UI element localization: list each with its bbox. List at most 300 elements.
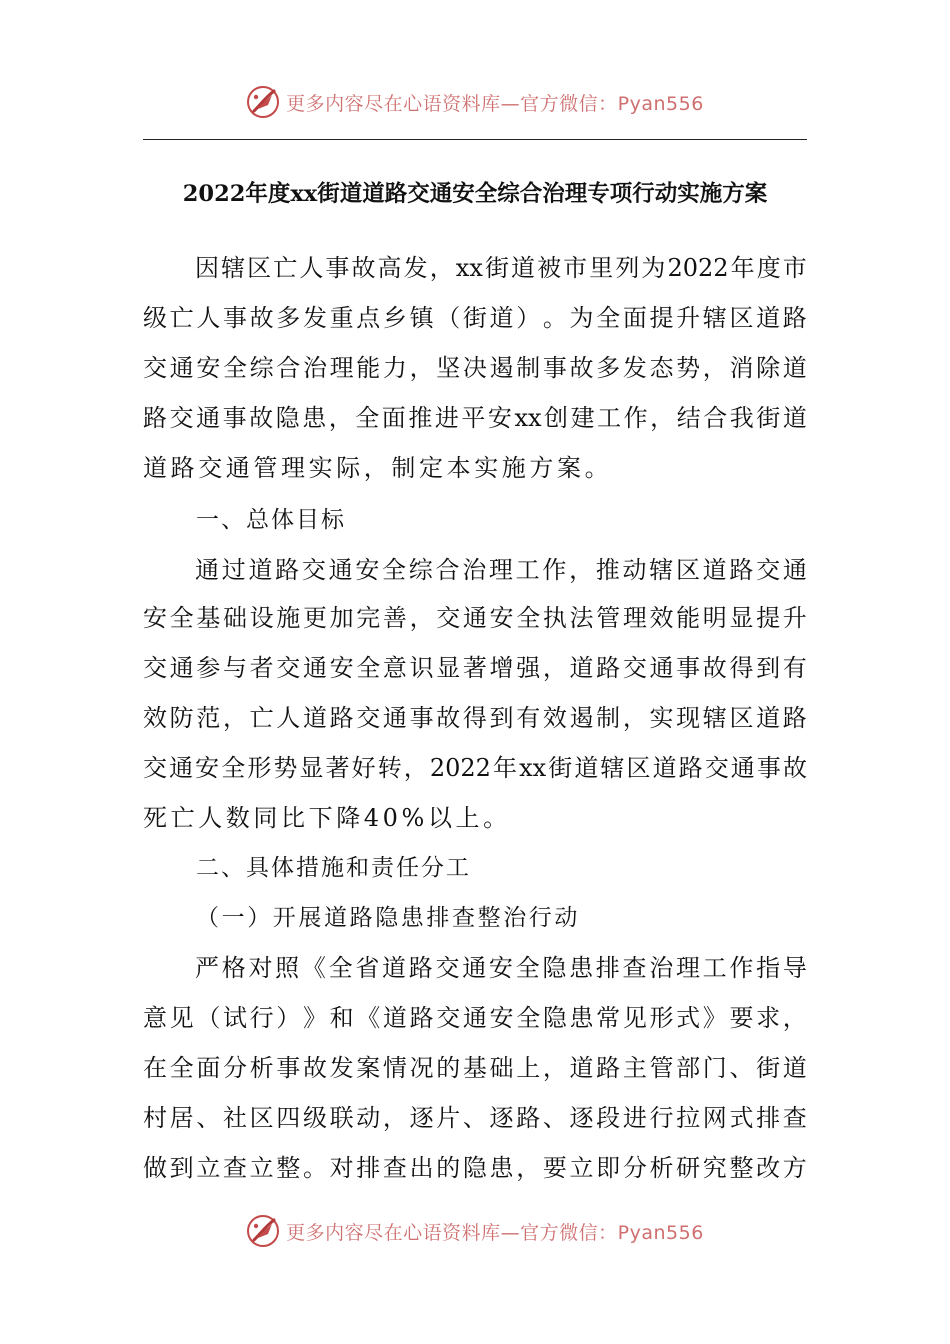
line-glyph: 更	[302, 604, 327, 632]
line-glyph: 做	[143, 1154, 167, 1182]
line-glyph: 路	[782, 304, 807, 332]
line-glyph: 道	[511, 254, 536, 282]
paragraph-line: 道路交通管理实际，制定本实施方案。	[143, 454, 613, 482]
line-glyph: 人	[299, 254, 324, 282]
line-glyph: 通	[169, 354, 194, 382]
line-glyph: 理	[675, 954, 700, 982]
line-glyph: 我	[729, 404, 754, 432]
line-glyph: 推	[408, 404, 433, 432]
line-glyph: 片	[436, 1104, 461, 1132]
line-glyph: ，	[403, 754, 428, 782]
line-glyph: 坚	[436, 354, 461, 382]
line-glyph: 安	[195, 754, 220, 782]
line-glyph: 合	[435, 556, 460, 584]
line-glyph: 上	[516, 1054, 541, 1082]
line-glyph: 事	[756, 754, 781, 782]
paragraph-line: 死亡人数同比下降40%以上。	[143, 804, 511, 832]
line-glyph: 故	[249, 404, 274, 432]
line-glyph: 增	[489, 654, 514, 682]
line-glyph: 意	[382, 654, 407, 682]
line-glyph: 式	[676, 1004, 701, 1032]
line-glyph: 导	[782, 954, 807, 982]
line-glyph: 交	[143, 754, 167, 782]
line-glyph: 管	[649, 1054, 674, 1082]
line-glyph: 著	[462, 654, 487, 682]
line-glyph: 全	[328, 954, 353, 982]
line-glyph: 事	[276, 1054, 301, 1082]
line-glyph: xx	[519, 754, 547, 782]
line-glyph: 基	[462, 1054, 487, 1082]
line-glyph: ）	[516, 304, 541, 332]
line-glyph: 交	[356, 704, 381, 732]
line-glyph: ，	[782, 1004, 807, 1032]
line-glyph: 社	[222, 1104, 247, 1132]
line-glyph: 面	[622, 304, 647, 332]
line-glyph: 建	[570, 404, 595, 432]
line-glyph: 为	[569, 304, 594, 332]
line-glyph: 事	[676, 654, 701, 682]
line-glyph: 进	[434, 404, 459, 432]
line-glyph: 通	[169, 654, 194, 682]
line-glyph: 拉	[676, 1104, 701, 1132]
line-glyph: 逐	[409, 1104, 434, 1132]
line-glyph: 2022	[429, 754, 491, 782]
line-glyph: 排	[595, 954, 620, 982]
line-glyph: 识	[409, 654, 434, 682]
line-glyph: 患	[569, 1004, 594, 1032]
line-glyph: 故	[436, 704, 461, 732]
line-glyph: 法	[569, 604, 594, 632]
line-glyph: 全	[356, 654, 381, 682]
line-glyph: 发	[302, 304, 327, 332]
line-glyph: 为	[641, 254, 666, 282]
paragraph-line	[143, 703, 807, 733]
line-glyph: 2022	[667, 254, 729, 282]
line-glyph: 治	[462, 556, 487, 584]
paragraph-line	[143, 1103, 807, 1133]
line-glyph: 提	[649, 304, 674, 332]
line-glyph: 得	[729, 654, 754, 682]
line-glyph: ，	[622, 704, 647, 732]
line-glyph: 路	[678, 754, 703, 782]
line-glyph: 交	[622, 654, 647, 682]
line-glyph: 高	[377, 254, 402, 282]
paragraph-line	[143, 653, 807, 683]
line-glyph: 道	[782, 354, 807, 382]
line-glyph: 省	[355, 954, 380, 982]
subsection-heading: （一）开展道路隐患排查整治行动	[196, 905, 580, 931]
line-glyph: 镇	[409, 304, 434, 332]
line-glyph: 在	[143, 1054, 167, 1082]
line-glyph: 遏	[569, 704, 594, 732]
line-glyph: 显	[436, 654, 461, 682]
line-glyph: 好	[351, 754, 376, 782]
paragraph-line	[143, 1003, 807, 1033]
line-glyph: 交	[704, 754, 729, 782]
line-glyph: xx	[514, 404, 542, 432]
line-glyph: 制	[516, 354, 541, 382]
line-glyph: 交	[436, 1004, 461, 1032]
line-glyph: 求	[756, 1004, 781, 1032]
line-glyph: 理	[488, 556, 513, 584]
line-glyph: 。	[542, 304, 567, 332]
header-watermark	[0, 82, 950, 122]
line-glyph: 式	[729, 1104, 754, 1132]
line-glyph: 里	[589, 254, 614, 282]
line-glyph: ，	[222, 704, 247, 732]
line-glyph: 安	[488, 954, 513, 982]
line-glyph: 参	[196, 654, 221, 682]
line-glyph: 排	[756, 1104, 781, 1132]
line-glyph: 形	[247, 754, 272, 782]
line-glyph: 级	[143, 304, 167, 332]
line-glyph: 道	[782, 404, 807, 432]
line-glyph: 全	[516, 1004, 541, 1032]
line-glyph: 安	[143, 604, 167, 632]
footer-watermark-text: 更多内容尽在心语资料库—官方微信：Pyan556	[286, 1221, 704, 1244]
line-glyph: 全	[169, 604, 194, 632]
line-glyph: 事	[325, 254, 350, 282]
line-glyph: 分	[222, 1054, 247, 1082]
line-glyph: 施	[276, 604, 301, 632]
line-glyph: 工	[597, 404, 622, 432]
line-glyph: 有	[782, 654, 807, 682]
line-glyph: 安	[196, 354, 221, 382]
line-glyph: 重	[329, 304, 354, 332]
line-glyph: 著	[325, 754, 350, 782]
line-glyph: 基	[196, 604, 221, 632]
line-glyph: 得	[462, 704, 487, 732]
line-glyph: 查	[222, 1154, 247, 1182]
line-glyph: 照	[275, 954, 300, 982]
line-glyph: 提	[756, 604, 781, 632]
line-glyph: 作	[542, 556, 567, 584]
line-glyph: 推	[595, 556, 620, 584]
line-glyph: 查	[622, 954, 647, 982]
line-glyph: 消	[729, 354, 754, 382]
line-glyph: 多	[596, 354, 621, 382]
line-glyph: 路	[143, 404, 167, 432]
line-glyph: 整	[729, 1154, 754, 1182]
line-glyph: 道	[248, 556, 273, 584]
paragraph-line	[143, 1053, 807, 1083]
line-glyph: 隐	[542, 954, 567, 982]
line-glyph: 故	[351, 254, 376, 282]
line-glyph: 决	[462, 354, 487, 382]
line-glyph: ，	[328, 404, 353, 432]
line-glyph: 析	[649, 1154, 674, 1182]
line-glyph: 到	[169, 1154, 194, 1182]
line-glyph: 础	[489, 1054, 514, 1082]
line-glyph: 交	[276, 654, 301, 682]
line-glyph: 发	[403, 254, 428, 282]
line-glyph: 通	[382, 704, 407, 732]
line-glyph: 常	[596, 1004, 621, 1032]
line-glyph: 道	[569, 654, 594, 682]
line-glyph: 全	[516, 604, 541, 632]
line-glyph: 面	[381, 404, 406, 432]
line-glyph: 行	[649, 1104, 674, 1132]
line-glyph: 立	[569, 1154, 594, 1182]
line-glyph: 发	[329, 1054, 354, 1082]
document-title: 2022年度xx街道道路交通安全综合治理专项行动实施方案	[182, 181, 768, 207]
line-glyph: 乡	[382, 304, 407, 332]
line-glyph: 设	[249, 604, 274, 632]
line-glyph: 和	[329, 1004, 354, 1032]
line-glyph: 主	[622, 1054, 647, 1082]
line-glyph: 故	[569, 354, 594, 382]
line-glyph: 区	[675, 556, 700, 584]
line-glyph: ）	[276, 1004, 301, 1032]
paragraph-line	[143, 303, 807, 333]
line-glyph: 隐	[462, 1154, 487, 1182]
line-glyph: 》	[702, 1004, 727, 1032]
line-glyph: 路	[409, 1004, 434, 1032]
line-glyph: 街	[462, 304, 487, 332]
line-glyph: 道	[756, 304, 781, 332]
line-glyph: 见	[169, 1004, 194, 1032]
line-glyph: 列	[615, 254, 640, 282]
line-glyph: 者	[249, 654, 274, 682]
line-glyph: 市	[563, 254, 588, 282]
line-glyph: 能	[356, 354, 381, 382]
paragraph-line	[195, 953, 807, 983]
line-glyph: 路	[596, 1054, 621, 1082]
line-glyph: 》	[302, 1004, 327, 1032]
line-glyph: 道	[652, 754, 677, 782]
section-heading-goals: 一、总体目标	[196, 507, 346, 533]
line-glyph: 工	[702, 954, 727, 982]
line-glyph: 意	[143, 1004, 167, 1032]
line-glyph: 级	[302, 1104, 327, 1132]
line-glyph: 事	[222, 304, 247, 332]
line-glyph: 居	[169, 1104, 194, 1132]
line-glyph: 严	[195, 954, 219, 982]
line-glyph: 对	[329, 1154, 354, 1182]
quill-logo-icon	[246, 1214, 280, 1248]
line-glyph: ，	[569, 556, 594, 584]
line-glyph: 区	[729, 304, 754, 332]
paragraph-line	[143, 1153, 807, 1183]
line-glyph: 转	[377, 754, 402, 782]
line-glyph: 事	[542, 354, 567, 382]
line-glyph: 联	[329, 1104, 354, 1132]
line-glyph: 要	[729, 1004, 754, 1032]
line-glyph: 通	[462, 954, 487, 982]
line-glyph: 安	[489, 604, 514, 632]
line-glyph: ，	[516, 1154, 541, 1182]
line-glyph: 查	[382, 1154, 407, 1182]
line-glyph: 究	[702, 1154, 727, 1182]
line-glyph: 故	[302, 1054, 327, 1082]
line-glyph: 通	[169, 754, 194, 782]
line-glyph: 门	[702, 1054, 727, 1082]
line-glyph: 效	[542, 704, 567, 732]
line-glyph: 交	[143, 654, 167, 682]
line-glyph: 方	[782, 1154, 807, 1182]
line-glyph: 故	[249, 304, 274, 332]
line-glyph: ，	[542, 1054, 567, 1082]
line-glyph: 全	[222, 354, 247, 382]
line-glyph: 辖	[600, 754, 625, 782]
line-glyph: ，	[702, 354, 727, 382]
line-glyph: 村	[143, 1104, 167, 1132]
line-glyph: 平	[461, 404, 486, 432]
line-glyph: （	[196, 1004, 221, 1032]
line-glyph: ，	[542, 654, 567, 682]
line-glyph: 患	[489, 1154, 514, 1182]
line-glyph: 排	[356, 1154, 381, 1182]
line-glyph: 区	[729, 704, 754, 732]
line-glyph: 通	[196, 404, 221, 432]
line-glyph: 多	[276, 304, 301, 332]
line-glyph: 段	[596, 1104, 621, 1132]
line-glyph: 区	[247, 254, 272, 282]
paragraph-line	[195, 555, 807, 585]
line-glyph: 的	[436, 1154, 461, 1182]
line-glyph: 查	[782, 1104, 807, 1132]
line-glyph: 人	[196, 304, 221, 332]
line-glyph: 事	[222, 404, 247, 432]
line-glyph: 道	[302, 704, 327, 732]
line-glyph: 防	[169, 704, 194, 732]
line-glyph: 通	[730, 754, 755, 782]
line-glyph: 亡	[169, 304, 194, 332]
line-glyph: 辖	[221, 254, 246, 282]
line-glyph: 范	[196, 704, 221, 732]
line-glyph: 出	[409, 1154, 434, 1182]
line-glyph: 路	[596, 654, 621, 682]
line-glyph: 到	[756, 654, 781, 682]
line-glyph: 道	[382, 954, 407, 982]
line-glyph: 事	[409, 704, 434, 732]
line-glyph: 面	[196, 1054, 221, 1082]
line-glyph: 隐	[275, 404, 300, 432]
line-glyph: ，	[650, 404, 675, 432]
line-glyph: 进	[622, 1104, 647, 1132]
line-glyph: 街	[484, 254, 509, 282]
line-glyph: 与	[222, 654, 247, 682]
paragraph-line	[143, 603, 807, 633]
line-glyph: 合	[276, 354, 301, 382]
line-glyph: 市	[782, 254, 807, 282]
line-glyph: 人	[276, 704, 301, 732]
line-glyph: 部	[676, 1054, 701, 1082]
line-glyph: 路	[329, 704, 354, 732]
line-glyph: 强	[516, 654, 541, 682]
line-glyph: 综	[408, 556, 433, 584]
line-glyph: 辖	[702, 304, 727, 332]
line-glyph: 安	[487, 404, 512, 432]
line-glyph: ，	[409, 354, 434, 382]
line-glyph: 路	[729, 556, 754, 584]
line-glyph: 路	[782, 704, 807, 732]
line-glyph: 交	[169, 404, 194, 432]
line-glyph: 明	[702, 604, 727, 632]
line-glyph: 患	[302, 404, 327, 432]
line-glyph: 作	[729, 954, 754, 982]
line-glyph: 效	[143, 704, 167, 732]
footer-watermark	[0, 1211, 950, 1251]
line-glyph: 辖	[702, 704, 727, 732]
line-glyph: 创	[544, 404, 569, 432]
line-glyph: 显	[299, 754, 324, 782]
line-glyph: 能	[676, 604, 701, 632]
line-glyph: 综	[249, 354, 274, 382]
line-glyph: 指	[756, 954, 781, 982]
line-glyph: 理	[329, 354, 354, 382]
line-glyph: 四	[276, 1104, 301, 1132]
line-glyph: 道	[569, 1054, 594, 1082]
line-glyph: 交	[143, 354, 167, 382]
line-glyph: 全	[169, 1054, 194, 1082]
line-glyph: 道	[489, 304, 514, 332]
line-glyph: 遏	[489, 354, 514, 382]
line-glyph: 试	[222, 1004, 247, 1032]
line-glyph: 发	[622, 354, 647, 382]
line-glyph: 道	[702, 556, 727, 584]
line-glyph: 。	[302, 1154, 327, 1182]
line-glyph: 立	[196, 1154, 221, 1182]
line-glyph: 作	[623, 404, 648, 432]
line-glyph: 效	[649, 604, 674, 632]
line-glyph: 隐	[542, 1004, 567, 1032]
line-glyph: 全	[515, 954, 540, 982]
line-glyph: 道	[574, 754, 599, 782]
header-rule	[143, 139, 807, 140]
line-glyph: 完	[356, 604, 381, 632]
line-glyph: 执	[542, 604, 567, 632]
line-glyph: 、	[196, 1104, 221, 1132]
quill-logo-icon	[246, 85, 280, 119]
line-glyph: 通	[462, 1004, 487, 1032]
line-glyph: 加	[329, 604, 354, 632]
line-glyph: 故	[782, 754, 807, 782]
line-glyph: 础	[222, 604, 247, 632]
line-glyph: 通	[328, 556, 353, 584]
line-glyph: 力	[382, 354, 407, 382]
line-glyph: 路	[408, 954, 433, 982]
line-glyph: 有	[516, 704, 541, 732]
line-glyph: 势	[676, 354, 701, 382]
paragraph-line	[143, 353, 807, 383]
line-glyph: 的	[436, 1054, 461, 1082]
line-glyph: 通	[195, 556, 219, 584]
line-glyph: 全	[382, 556, 407, 584]
line-glyph: 到	[489, 704, 514, 732]
line-glyph: 升	[782, 604, 807, 632]
line-glyph: 全	[355, 404, 380, 432]
line-glyph: 全	[221, 754, 246, 782]
line-glyph: 整	[276, 1154, 301, 1182]
line-glyph: 逐	[569, 1104, 594, 1132]
line-glyph: 改	[756, 1154, 781, 1182]
line-glyph: 逐	[489, 1104, 514, 1132]
paragraph-line	[195, 253, 807, 283]
line-glyph: 交	[756, 556, 781, 584]
line-glyph: 分	[622, 1154, 647, 1182]
line-glyph: 态	[649, 354, 674, 382]
line-glyph: 治	[302, 354, 327, 382]
line-glyph: 、	[542, 1104, 567, 1132]
line-glyph: 动	[356, 1104, 381, 1132]
line-glyph: 除	[756, 354, 781, 382]
line-glyph: 《	[356, 1004, 381, 1032]
header-watermark-text: 更多内容尽在心语资料库—官方微信：Pyan556	[286, 92, 704, 115]
line-glyph: 安	[355, 556, 380, 584]
line-glyph: 年	[730, 254, 755, 282]
line-glyph: 对	[248, 954, 273, 982]
